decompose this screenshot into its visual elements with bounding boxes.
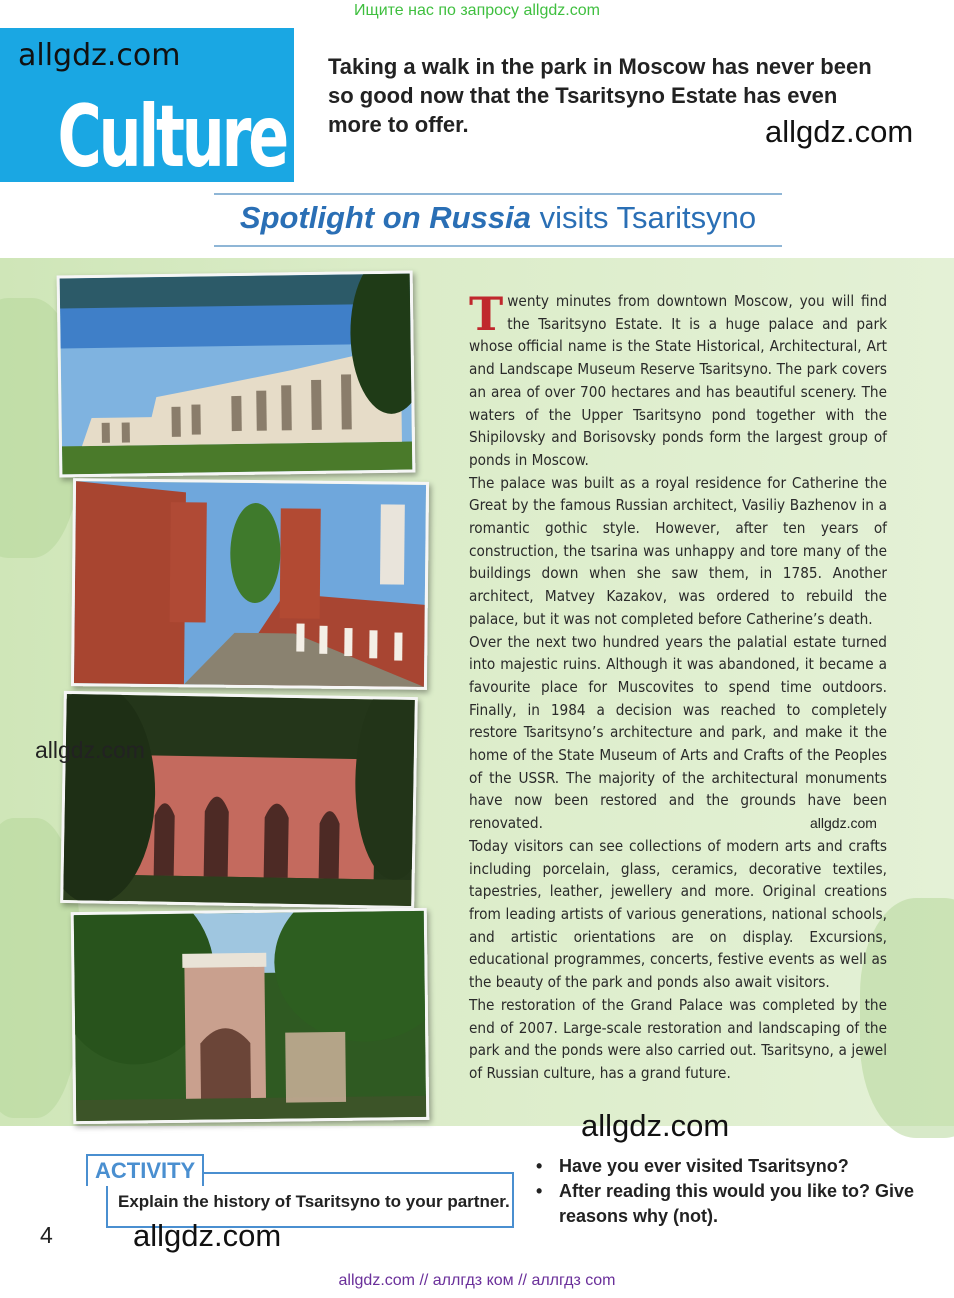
watermark-small: allgdz.com xyxy=(810,815,877,831)
watermark-bottom-left: allgdz.com xyxy=(133,1218,282,1253)
article-paragraph-3: Over the next two hundred years the palatial estate turned into majestic ruins. Although it was abandoned, it became a favourite place for Muscovites to spend time outdoors. Finally, in 1984 a decision was reached to completely restore Tsaritsyno’s architecture and park, and make it the home of the State Museum of Arts and Crafts of the Peoples of the USSR. The majority of the architectural monuments have now been restored and the grounds have been renovated. xyxy=(469,632,887,833)
article-text xyxy=(469,287,887,1085)
photo-gate-trees-image xyxy=(74,911,426,1121)
article-paragraph-5: The restoration of the Grand Palace was completed by the end of 2007. Large-scale restoration and landscaping of the park and the ponds were also carried out. Tsaritsyno, a jewel of Russian culture, has a grand future. xyxy=(469,995,887,1082)
activity-tab xyxy=(86,1154,204,1186)
activity-label: ACTIVITY xyxy=(95,1158,196,1183)
activity-instruction: Explain the history of Tsaritsyno to your partner. xyxy=(118,1192,510,1211)
title-rule-bottom xyxy=(214,245,782,247)
page-title xyxy=(214,200,782,236)
question-item: • After reading this would you like to? Give reasons why (not). xyxy=(536,1179,916,1229)
culture-heading: Culture xyxy=(57,87,286,187)
photo-gothic-bridge-image xyxy=(74,481,426,687)
photo-palace-sky-image xyxy=(60,274,413,475)
photo-gothic-arches-image xyxy=(63,694,415,906)
photo-gothic-bridge xyxy=(71,478,429,690)
title-spotlight: Spotlight on Russia xyxy=(239,200,531,235)
article-paragraph-4: Today visitors can see collections of modern arts and crafts including porcelain, glass, ceramics, decorative textiles, tapestries, leather, jewellery and more. Original creations from leading artists of various generations, national schools, and artistic orientations are on display. Excursions, educational programmes, concerts, festive events as well as the beauty of the park and ponds also await visitors. xyxy=(469,836,887,992)
watermark-left-mid: allgdz.com xyxy=(35,737,145,763)
title-rest: visits Tsaritsyno xyxy=(530,200,757,235)
watermark-top-right: allgdz.com xyxy=(765,114,914,149)
article-paragraph-2: The palace was built as a royal residence for Catherine the Great by the famous Russian architect, Vasiliy Bazhenov in a romantic gothic style. However, after ten years of construction, the tsarina was unhappy and tore many of the buildings down when she saw them, in 1785. Another architect, Matvey Kazakov, was ordered to rebuild the palace, but it was not completed before Catherine’s death. xyxy=(469,473,887,628)
article-paragraph-1 xyxy=(469,287,887,472)
question-item: • Have you ever visited Tsaritsyno? xyxy=(536,1154,916,1179)
intro-text: Taking a walk in the park in Moscow has never been so good now that the Tsaritsyno Estate has even more to offer. xyxy=(328,54,872,137)
page-number: 4 xyxy=(40,1222,53,1248)
photo-palace-sky xyxy=(57,271,416,478)
article-paragraph-1-text: wenty minutes from downtown Moscow, you will find the Tsaritsyno Estate. It is a huge palace and park whose official name is the State Historical, Architectural, Art and Landscape Museum Reserve Tsaritsyno. The park covers an area of over 700 hectares and has beautiful scenery. The waters of the Upper Tsaritsyno pond together with the Shipilovsky and Borisovsky ponds form the largest group of ponds in Moscow. xyxy=(469,292,887,469)
title-rule-top xyxy=(214,193,782,195)
culture-header-box xyxy=(0,28,294,187)
drop-cap: T xyxy=(469,287,504,341)
watermark-bottom-mid: allgdz.com xyxy=(581,1108,730,1143)
discussion-questions xyxy=(536,1154,916,1229)
photo-gate-trees xyxy=(71,908,430,1124)
top-banner: Ищите нас по запросу allgdz.com xyxy=(354,2,600,19)
footer-watermarks: allgdz.com // аллгдз ком // аллгдз com xyxy=(338,1272,616,1289)
photo-gothic-arches xyxy=(60,691,418,909)
culture-box-site-text: allgdz.com xyxy=(18,38,181,73)
